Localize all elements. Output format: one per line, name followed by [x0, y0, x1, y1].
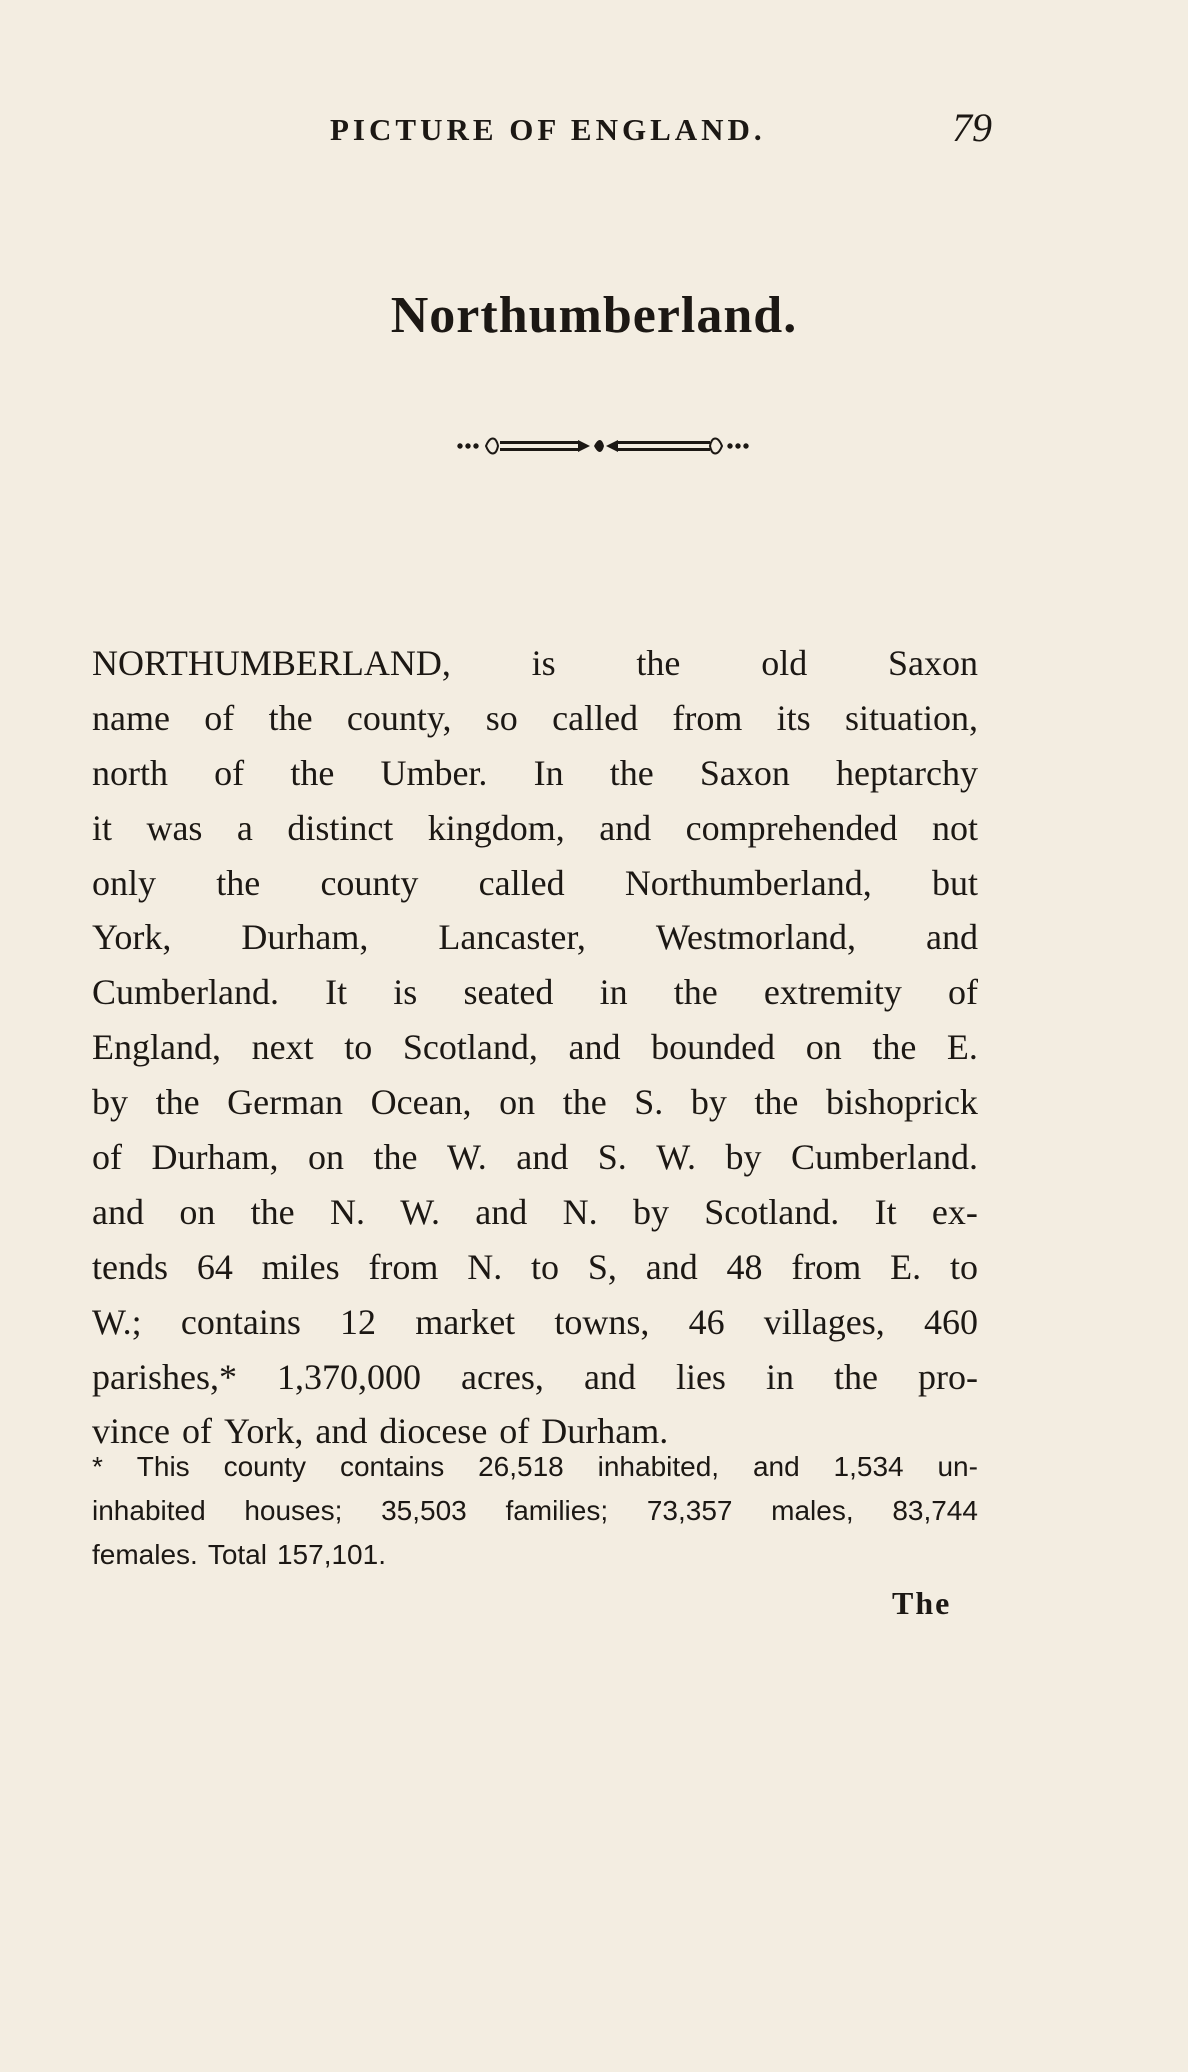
text-line [92, 1295, 978, 1350]
word: the [872, 1027, 917, 1068]
word: 1,534 [833, 1451, 904, 1482]
word: in [599, 972, 628, 1013]
word: the [290, 752, 335, 793]
word: of [214, 752, 245, 793]
word: to [344, 1027, 373, 1068]
word: on [308, 1137, 344, 1178]
word: distinct [287, 807, 394, 848]
word: Durham. [541, 1411, 669, 1452]
word: Ocean, [370, 1082, 472, 1123]
decorative-rule-icon [454, 432, 754, 460]
word: In [533, 752, 564, 793]
word: a [236, 807, 253, 848]
main-paragraph [92, 636, 978, 1459]
word: 73,357 [646, 1495, 733, 1526]
word: This [136, 1451, 190, 1482]
word: parishes,* [92, 1356, 237, 1397]
word: so [485, 697, 518, 738]
footnote-line [92, 1489, 978, 1533]
word: the [609, 752, 654, 793]
word: 46 [688, 1301, 725, 1342]
word: extremity [763, 972, 902, 1013]
word: is [531, 643, 556, 683]
chapter-heading: Northumberland. [390, 287, 798, 344]
word: N. [562, 1191, 598, 1232]
word: is [393, 972, 418, 1013]
word: towns, [554, 1301, 650, 1342]
word: Saxon [699, 752, 790, 793]
word: the [834, 1356, 878, 1397]
word: bounded [651, 1027, 776, 1068]
word: and [645, 1246, 698, 1287]
word: and [475, 1191, 528, 1232]
word: the [636, 643, 681, 683]
word: by [690, 1082, 727, 1123]
word: England, [92, 1027, 221, 1068]
word: acres, [461, 1356, 544, 1397]
word: the [250, 1191, 295, 1232]
word: 35,503 [381, 1495, 467, 1526]
word: Total [207, 1539, 267, 1570]
word: only [92, 862, 157, 903]
word: Umber. [380, 752, 488, 793]
word: females. [92, 1539, 198, 1570]
word: York, [223, 1411, 304, 1452]
word: of [204, 697, 235, 738]
word: ex- [931, 1191, 978, 1232]
word: and [926, 917, 978, 958]
word: on [805, 1027, 842, 1068]
word: and [568, 1027, 621, 1068]
word: Scotland. [704, 1191, 840, 1232]
word: from [672, 697, 743, 738]
word: old [761, 643, 808, 683]
footnote-line [92, 1533, 978, 1577]
word: S. [634, 1082, 664, 1123]
word: Cumberland. [92, 972, 279, 1013]
word: tends [92, 1246, 168, 1287]
word: in [765, 1356, 794, 1397]
word: kingdom, [427, 807, 565, 848]
word: on [179, 1191, 216, 1232]
text-line [92, 965, 978, 1020]
word: north [92, 752, 168, 793]
word: houses; [244, 1495, 343, 1526]
word: lies [675, 1356, 726, 1397]
word: * [92, 1451, 103, 1482]
word: the [673, 972, 718, 1013]
word: market [415, 1301, 516, 1342]
footnote-line [92, 1445, 978, 1489]
word: W. [656, 1137, 696, 1178]
word: NORTHUMBERLAND, [92, 643, 451, 683]
word: 1,370,000 [276, 1356, 421, 1397]
word: 460 [923, 1301, 978, 1342]
word: families; [505, 1495, 609, 1526]
word: York, [92, 917, 172, 958]
word: to [949, 1246, 978, 1287]
word: Northumberland, [624, 862, 872, 903]
word: bishoprick [825, 1082, 978, 1123]
page-number: 79 [952, 105, 992, 150]
word: of [92, 1137, 122, 1178]
text-line [92, 1185, 978, 1240]
word: seated [463, 972, 554, 1013]
word: of [499, 1411, 530, 1452]
word: Durham, [151, 1137, 279, 1178]
word: Durham, [241, 917, 369, 958]
word: vince [92, 1411, 170, 1452]
text-line [92, 1130, 978, 1185]
word: and [516, 1137, 569, 1178]
word: W.; [92, 1301, 142, 1342]
catchword: The [892, 1585, 952, 1621]
text-line [92, 1350, 978, 1405]
word: Westmorland, [655, 917, 856, 958]
word: diocese [379, 1411, 488, 1452]
word: S, [587, 1246, 617, 1287]
word: the [562, 1082, 607, 1123]
text-line [92, 1075, 978, 1130]
text-line [92, 856, 978, 911]
word: but [931, 862, 978, 903]
word: inhabited, [597, 1451, 720, 1482]
word: miles [261, 1246, 340, 1287]
text-line [92, 746, 978, 801]
word: by [92, 1082, 128, 1123]
word: county, [346, 697, 452, 738]
word: contains [180, 1301, 301, 1342]
footnote [92, 1445, 978, 1577]
word: W. [447, 1137, 487, 1178]
word: the [155, 1082, 200, 1123]
word: county [320, 862, 419, 903]
running-head: PICTURE OF ENGLAND. [330, 112, 766, 147]
word: by [632, 1191, 669, 1232]
text-line [92, 1240, 978, 1295]
word: heptarchy [836, 752, 978, 793]
word: E. [890, 1246, 922, 1287]
word: It [325, 972, 348, 1013]
word: inhabited [92, 1495, 206, 1526]
word: N. [467, 1246, 503, 1287]
word: 12 [340, 1301, 377, 1342]
word: N. [329, 1191, 365, 1232]
word: not [931, 807, 978, 848]
word: county [223, 1451, 307, 1482]
word: it [92, 807, 113, 848]
word: its [776, 697, 811, 738]
word: name [92, 697, 170, 738]
word: and [599, 807, 652, 848]
word: 83,744 [892, 1495, 978, 1526]
word: and [752, 1451, 800, 1482]
word: on [499, 1082, 536, 1123]
word: 48 [726, 1246, 763, 1287]
word: males, [771, 1495, 854, 1526]
word: called [478, 862, 565, 903]
word: from [368, 1246, 439, 1287]
word: to [531, 1246, 560, 1287]
word: was [146, 807, 203, 848]
word: un- [937, 1451, 978, 1482]
word: Saxon [887, 643, 978, 683]
word: E. [946, 1027, 978, 1068]
word: situation, [844, 697, 978, 738]
word: the [216, 862, 261, 903]
word: and [583, 1356, 636, 1397]
word: contains [339, 1451, 445, 1482]
text-line [92, 691, 978, 746]
word: pro- [918, 1356, 978, 1397]
text-line [92, 1020, 978, 1075]
text-line [92, 910, 978, 965]
word: Cumberland. [790, 1137, 978, 1178]
word: the [373, 1137, 418, 1178]
word: S. [597, 1137, 627, 1178]
word: comprehended [685, 807, 898, 848]
word: from [791, 1246, 862, 1287]
word: and [315, 1411, 368, 1452]
word: the [754, 1082, 799, 1123]
word: next [251, 1027, 314, 1068]
word: and [92, 1191, 144, 1232]
word: villages, [763, 1301, 885, 1342]
word: of [181, 1411, 212, 1452]
word: 64 [196, 1246, 233, 1287]
word: Lancaster, [438, 917, 586, 958]
word: German [227, 1082, 344, 1123]
word: of [947, 972, 978, 1013]
word: called [552, 697, 639, 738]
word: 157,101. [276, 1539, 386, 1570]
word: 26,518 [478, 1451, 564, 1482]
text-line [92, 801, 978, 856]
text-line [92, 636, 978, 691]
word: W. [400, 1191, 440, 1232]
word: It [874, 1191, 897, 1232]
word: the [268, 697, 313, 738]
word: by [725, 1137, 762, 1178]
word: Scotland, [402, 1027, 538, 1068]
